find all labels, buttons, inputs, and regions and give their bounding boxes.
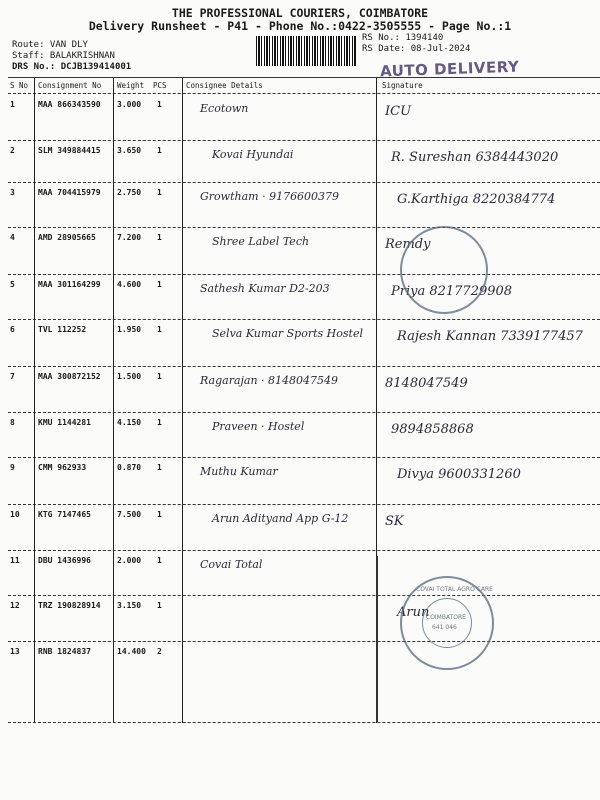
row-separator (8, 182, 600, 183)
row-sno: 13 (10, 647, 20, 656)
row-consignment: DBU 1436996 (38, 556, 91, 565)
col-divider (113, 78, 114, 723)
stamp-inner-text: COIMBATORE (426, 614, 466, 621)
row-consignment: TVL 112252 (38, 325, 87, 334)
row-separator (8, 412, 600, 413)
row-separator (8, 504, 600, 505)
row-sno: 7 (10, 372, 15, 381)
row-sno: 4 (10, 233, 15, 242)
row-consignment: MAA 704415979 (38, 188, 101, 197)
col-divider (34, 78, 35, 723)
row-separator (8, 595, 600, 596)
row-sno: 9 (10, 463, 15, 472)
row-signature: R. Sureshan 6384443020 (391, 150, 559, 165)
row-separator (8, 366, 600, 367)
row-consignee-handwriting: Covai Total (200, 558, 263, 571)
row-consignment: CMM 962933 (38, 463, 87, 472)
row-consignee-handwriting: Kovai Hyundai (212, 148, 294, 161)
row-pcs: 1 (157, 188, 162, 197)
row-sno: 11 (10, 556, 20, 565)
row-pcs: 1 (157, 325, 162, 334)
row-weight: 2.000 (117, 556, 142, 565)
row-pcs: 1 (157, 510, 162, 519)
col-consignment: Consignment No (38, 81, 102, 90)
row-consignee-handwriting: Sathesh Kumar D2-203 (200, 282, 330, 295)
row-consignee-handwriting: Selva Kumar Sports Hostel (212, 327, 363, 340)
col-details: Consignee Details (186, 81, 263, 90)
row-weight: 4.150 (117, 418, 142, 427)
row-weight: 7.500 (117, 510, 142, 519)
row-consignment: MAA 301164299 (38, 280, 101, 289)
row-sno: 10 (10, 510, 20, 519)
header-bottom-rule (8, 93, 600, 94)
row-signature: Remdy (385, 237, 431, 252)
row-consignment: RNB 1824837 (38, 647, 91, 656)
row-consignment: TRZ 190828914 (38, 601, 101, 610)
row-separator (8, 274, 600, 275)
row-consignee-handwriting: Ecotown (200, 102, 249, 115)
row-weight: 4.600 (117, 280, 142, 289)
route-label: Route: VAN DLY (12, 40, 88, 50)
row-sno: 3 (10, 188, 15, 197)
rs-number: RS No.: 1394140 (362, 33, 444, 43)
row-pcs: 1 (157, 463, 162, 472)
row-sno: 2 (10, 146, 15, 155)
row-consignment: SLM 349884415 (38, 146, 101, 155)
row-consignee-handwriting: Ragarajan · 8148047549 (200, 374, 339, 387)
header-top-rule (8, 77, 600, 78)
row-pcs: 1 (157, 601, 162, 610)
row-consignment: MAA 300872152 (38, 372, 101, 381)
row-pcs: 1 (157, 233, 162, 242)
row-pcs: 1 (157, 372, 162, 381)
row-separator (8, 140, 600, 141)
grouping-bracket (366, 556, 378, 722)
auto-delivery-stamp: AUTO DELIVERY (379, 57, 520, 81)
row-weight: 14.400 (117, 647, 146, 656)
row-pcs: 1 (157, 418, 162, 427)
row-weight: 1.950 (117, 325, 142, 334)
row-weight: 0.870 (117, 463, 142, 472)
row-consignee-handwriting: Shree Label Tech (212, 235, 310, 248)
stamp-outer-text: COVAI TOTAL AGRO CARE (416, 586, 493, 593)
stamp-code-text: 641 046 (432, 624, 457, 631)
row-sno: 12 (10, 601, 20, 610)
row-sno: 5 (10, 280, 15, 289)
row-consignment: MAA 866343590 (38, 100, 101, 109)
col-pcs: PCS (153, 81, 167, 90)
row-pcs: 1 (157, 556, 162, 565)
row-signature: SK (385, 514, 404, 529)
covai-total-stamp (400, 576, 494, 670)
row-separator (8, 550, 600, 551)
row-pcs: 1 (157, 100, 162, 109)
col-weight: Weight (117, 81, 145, 90)
row-weight: 3.000 (117, 100, 142, 109)
row-signature: Priya 8217729908 (391, 284, 513, 299)
row-signature: 9894858868 (391, 422, 474, 437)
row-signature: G.Karthiga 8220384774 (397, 192, 556, 207)
row-weight: 2.750 (117, 188, 142, 197)
row-consignee-handwriting: Muthu Kumar (200, 465, 278, 478)
row-sno: 6 (10, 325, 15, 334)
row-weight: 3.150 (117, 601, 142, 610)
shree-label-stamp (400, 226, 488, 314)
row-separator (8, 641, 600, 642)
row-separator (8, 722, 600, 723)
row-sno: 1 (10, 100, 15, 109)
company-title: THE PROFESSIONAL COURIERS, COIMBATORE (171, 6, 429, 20)
rs-date: RS Date: 08-Jul-2024 (362, 44, 471, 54)
col-signature: Signature (382, 81, 423, 90)
row-consignee-handwriting: Arun Adityand App G-12 (212, 512, 349, 525)
row-signature: ICU (385, 104, 412, 119)
row-signature: Arun (397, 605, 430, 620)
row-separator (8, 319, 600, 320)
row-pcs: 2 (157, 647, 162, 656)
row-signature: Rajesh Kannan 7339177457 (397, 329, 583, 344)
row-separator (8, 227, 600, 228)
row-pcs: 1 (157, 280, 162, 289)
drs-number: DRS No.: DCJB139414001 (12, 62, 132, 72)
row-consignee-handwriting: Growtham · 9176600379 (200, 190, 340, 203)
row-consignment: KTG 7147465 (38, 510, 91, 519)
row-signature: Divya 9600331260 (397, 467, 521, 482)
row-weight: 3.650 (117, 146, 142, 155)
row-separator (8, 457, 600, 458)
col-divider (182, 78, 183, 723)
barcode (256, 36, 356, 66)
row-weight: 7.200 (117, 233, 142, 242)
row-pcs: 1 (157, 146, 162, 155)
col-sno: S No (10, 81, 29, 90)
runsheet-title: Delivery Runsheet - P41 - Phone No.:0422-3505555 - Page No.:1 (88, 19, 512, 33)
row-consignment: AMD 28905665 (38, 233, 96, 242)
row-consignee-handwriting: Praveen · Hostel (212, 420, 305, 433)
staff-label: Staff: BALAKRISHNAN (12, 51, 115, 61)
row-signature: 8148047549 (385, 376, 468, 391)
row-sno: 8 (10, 418, 15, 427)
row-consignment: KMU 1144281 (38, 418, 91, 427)
row-weight: 1.500 (117, 372, 142, 381)
